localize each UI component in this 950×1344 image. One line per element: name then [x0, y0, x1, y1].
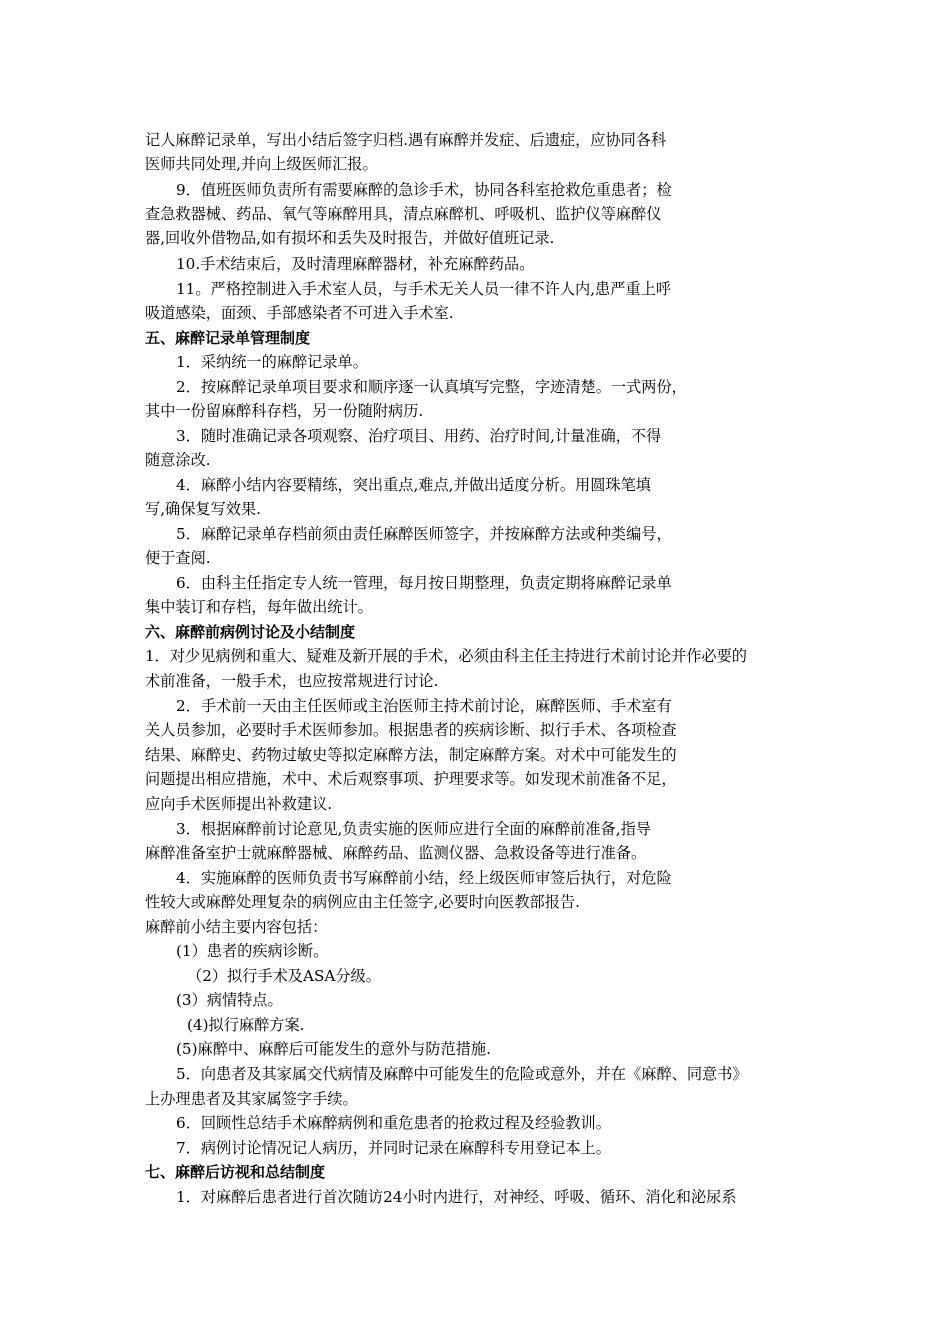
paragraph-line: 4．实施麻醉的医师负责书写麻醉前小结，经上级医师审签后执行，对危险 — [176, 869, 672, 887]
paragraph-line: 3．根据麻醉前讨论意见,负责实施的医师应进行全面的麻醉前准备,指导 — [176, 820, 651, 838]
paragraph-line: 随意涂改. — [145, 451, 211, 469]
paragraph-line: 问题提出相应措施，术中、术后观察事项、护理要求等。如发现术前准备不足， — [145, 770, 677, 788]
paragraph-line: 麻醉前小结主要内容包括： — [145, 918, 328, 936]
paragraph-line: 10.手术结束后，及时清理麻醉器材，补充麻醉药品。 — [176, 255, 535, 273]
list-item: (3）病情特点。 — [176, 991, 283, 1009]
section-heading: 五、麻醉记录单管理制度 — [145, 329, 311, 347]
paragraph-line: 5．向患者及其家属交代病情及麻醉中可能发生的危险或意外，并在《麻醉、同意书》 — [176, 1065, 748, 1083]
paragraph-line: 其中一份留麻醉科存档，另一份随附病历. — [145, 402, 424, 420]
paragraph-line: 1．采纳统一的麻醉记录单。 — [176, 353, 368, 371]
paragraph-line: 结果、麻醉史、药物过敏史等拟定麻醉方法，制定麻醉方案。对术中可能发生的 — [145, 746, 677, 764]
paragraph-line: 关人员参加，必要时手术医师参加。根据患者的疾病诊断、拟行手术、各项检查 — [145, 721, 677, 739]
paragraph-line: 医师共同处理,并向上级医师汇报。 — [145, 155, 378, 173]
paragraph-line: 4．麻醉小结内容要精练，突出重点,难点,并做出适度分析。用圆珠笔填 — [176, 476, 651, 494]
paragraph-line: 吸道感染，面颈、手部感染者不可进入手术室. — [145, 304, 454, 322]
paragraph-line: 写,确保复写效果. — [145, 500, 261, 518]
paragraph-line: 1．对麻醉后患者进行首次随访24小时内进行，对神经、呼吸、循环、消化和泌尿系 — [176, 1188, 737, 1206]
list-item: (1）患者的疾病诊断。 — [176, 942, 329, 960]
paragraph-line: 2．手术前一天由主任医师或主治医师主持术前讨论，麻醉医师、手术室有 — [176, 697, 672, 715]
paragraph-line: 应向手术医师提出补救建议. — [145, 795, 333, 813]
paragraph-line: 11。严格控制进入手术室人员，与手术无关人员一律不许人内,患严重上呼 — [176, 280, 671, 298]
paragraph-line: 3．随时准确记录各项观察、治疗项目、用药、治疗时间,计量准确，不得 — [176, 427, 662, 445]
paragraph-line: 器,回收外借物品,如有损坏和丢失及时报告，并做好值班记录. — [145, 229, 555, 247]
paragraph-line: 上办理患者及其家属签字手续。 — [145, 1090, 358, 1108]
paragraph-line: 9．值班医师负责所有需要麻醉的急诊手术，协同各科室抢救危重患者；检 — [176, 181, 672, 199]
paragraph-line: 5．麻醉记录单存档前须由责任麻醉医师签字，并按麻醉方法或种类编号， — [176, 525, 672, 543]
paragraph-line: 集中装订和存档，每年做出统计。 — [145, 598, 373, 616]
paragraph-line: 6．由科主任指定专人统一管理，每月按日期整理，负责定期将麻醉记录单 — [176, 574, 672, 592]
section-heading: 七、麻醉后访视和总结制度 — [145, 1163, 326, 1181]
paragraph-line: 6．回顾性总结手术麻醉病例和重危患者的抢救过程及经验教训。 — [176, 1114, 611, 1132]
paragraph-line: 查急救器械、药品、氧气等麻醉用具，清点麻醉机、呼吸机、监护仪等麻醉仪 — [145, 205, 662, 223]
paragraph-line: 7．病例讨论情况记人病历，并同时记录在麻醇科专用登记本上。 — [176, 1139, 611, 1157]
paragraph-line: 2．按麻醉记录单项目要求和顺序逐一认真填写完整，字迹清楚。一式两份， — [176, 378, 687, 396]
paragraph-line: 便于查阅. — [145, 549, 211, 567]
section-heading: 六、麻醉前病例讨论及小结制度 — [145, 623, 356, 641]
paragraph-line: 记人麻醉记录单，写出小结后签字归档.遇有麻醉并发症、后遗症，应协同各科 — [145, 131, 667, 149]
list-item: （2）拟行手术及ASA分级。 — [187, 967, 381, 985]
paragraph-line: 术前准备，一般手术，也应按常规进行讨论. — [145, 672, 439, 690]
paragraph-line: 性较大或麻醉处理复杂的病例应由主任签字,必要时向医教部报告. — [145, 893, 580, 911]
paragraph-line: 麻醉准备室护士就麻醉器械、麻醉药品、监测仪器、急救设备等进行准备。 — [145, 844, 647, 862]
list-item: (5)麻醉中、麻醉后可能发生的意外与防范措施. — [176, 1040, 491, 1058]
paragraph-line: 1．对少见病例和重大、疑难及新开展的手术，必须由科主任主持进行术前讨论并作必要的 — [145, 647, 747, 665]
list-item: (4)拟行麻醉方案. — [187, 1016, 305, 1034]
